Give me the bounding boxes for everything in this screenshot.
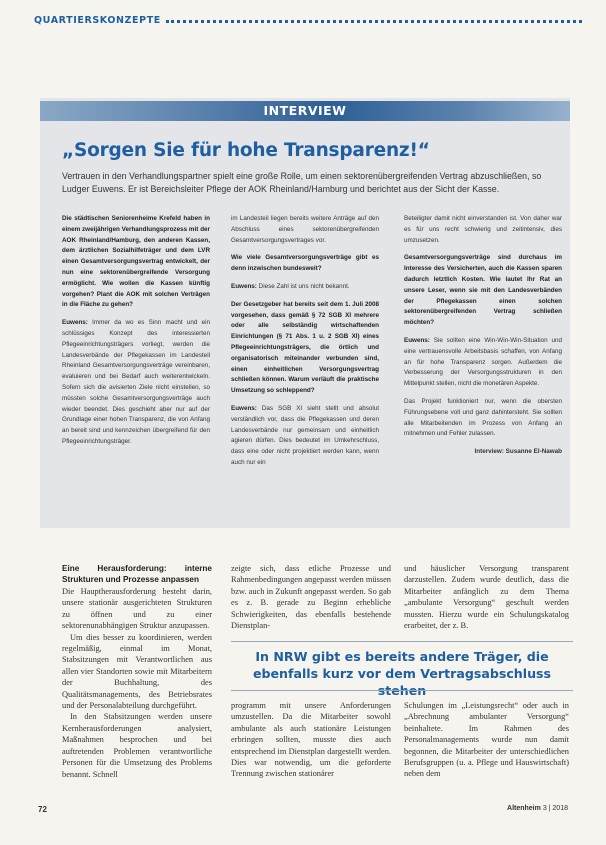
interview-banner-label: INTERVIEW — [263, 103, 347, 118]
article-paragraph: Schulungen im „Leistungsrecht“ oder auch in „Abrechnung ambulanter Versorgung“ beinhaltete. Im Rahmen des Personalmanagements wurde nun damit begonnen, die Mitarbeiter der unterschiedlichen Berufsgruppen (u. a. Pflege und Hauswirtschaft) neben dem — [404, 701, 569, 779]
pull-quote-rule-bottom — [231, 690, 573, 691]
article-subheading: Eine Herausforderung: interne Strukturen und Prozesse anpassen — [62, 564, 212, 584]
article-paragraph: Die Hauptherausforderung besteht darin, unsere stationär ausgerichteten Strukturen zu öffnen und zu einer sektorenunabhängigen Struktur anzupassen. — [62, 587, 212, 631]
article-column-3-top — [404, 563, 569, 631]
article-paragraph: Um dies besser zu koordinieren, werden regelmäßig, einmal im Monat, Stabsitzungen mit Verantwortlichen aus allen vier Standorten sowie mit Mitarbeitern der Buchhaltung, des Qualitätsmanagements, des Betriebsrates und der Personalabteilung durchgeführt. — [62, 632, 212, 711]
article-paragraph: In den Stabsitzungen werden unsere Kernherausforderungen analysiert, Maßnahmen besprochen und bei auftretenden Problemen verantwortliche Personen für die Umsetzung des Problems benannt. Schnell — [62, 712, 212, 779]
article-column-2-top — [231, 563, 391, 631]
pull-quote-rule-top — [231, 641, 573, 642]
interview-answer: im Landesteil liegen bereits weitere Anträge auf den Abschluss eines sektorenübergreifenden Gesamtversorgungsvertrages vor. — [231, 215, 379, 244]
interview-answer: Euwens: Diese Zahl ist uns nicht bekannt. — [231, 282, 350, 290]
magazine-issue: 3 | 2018 — [542, 805, 568, 812]
section-header — [34, 13, 582, 27]
interview-question: Wie viele Gesamtversorgungsverträge gibt es denn inzwischen bundesweit? — [231, 254, 379, 273]
pull-quote: In NRW gibt es bereits andere Träger, die ebenfalls kurz vor dem Vertragsabschluss stehen — [252, 649, 552, 698]
article-column-3-bottom — [404, 700, 569, 780]
interview-answer: Das Projekt funktioniert nur, wenn die obersten Führungsebene voll und ganz dahintersteht. Sie sollten alle Mitarbeitenden im Prozess von Anfang an mitnehmen und Fehler zulassen. — [404, 397, 562, 438]
article-paragraph: zeigte sich, dass etliche Prozesse und Rahmenbedingungen angepasst werden müssen bzw. auch in Zukunft angepasst werden. So gab es z. B. gerade zu Beginn erhebliche Schwierigkeiten, das ebenfalls bestehende Dienstplan- — [231, 564, 391, 631]
interview-signature: Interview: Susanne El-Nawab — [474, 448, 562, 456]
interview-banner — [40, 101, 570, 121]
magazine-footer — [507, 805, 568, 812]
interview-answer: Beteiligter damit nicht einverstanden ist. Von daher war es für uns recht schwierig und zeitintensiv, dies umzusetzen. — [404, 215, 562, 244]
interview-column-3 — [404, 214, 562, 465]
interview-intro: Vertrauen in den Verhandlungspartner spielt eine große Rolle, um einen sektorenübergreifenden Vertrag abzuschließen, so Ludger Euwens. Er ist Bereichsleiter Pflege der AOK Rheinland/Hamburg und berichtet aus der Sicht der Kasse. — [62, 171, 542, 194]
interview-question: Gesamtversorgungsverträge sind durchaus im Interesse des Versicherten, auch die Kassen sparen dadurch letztlich Kosten. Wie lautet Ihr Rat an unsere Leser, wenn sie mit den Landesverbänden der Pflegekassen einen solchen sektorenübergreifenden Vertrag schließen möchten? — [404, 254, 562, 327]
section-dotted-rule — [166, 20, 582, 23]
interview-column-2 — [231, 214, 379, 476]
magazine-name: Altenheim — [507, 805, 541, 812]
page-number: 72 — [38, 805, 47, 814]
interview-answer: Euwens: Das SGB XI sieht stellt und absolut verständlich vor, dass die Pflegekassen und deren Landesverbände nur gemeinsam und einheitlich agieren dürfen. Dies bedeutet im Umkehrschluss, dass eine oder nicht projektiert werden kann, wenn auch nur ein — [231, 404, 379, 466]
article-column-1 — [62, 563, 212, 780]
article-paragraph: und häuslicher Versorgung transparent darzustellen. Zudem wurde deutlich, dass die Mitarbeiter anfänglich zu dem Thema „ambulante Versorgung“ geschult werden mussten. Hierzu wurde ein Schulungskatalog erarbeitet, der z. B. — [404, 564, 569, 631]
interview-column-1 — [62, 214, 210, 455]
interview-answer: Euwens: Sie sollten eine Win-Win-Win-Situation und eine vertrauensvolle Arbeitsbasis schaffen, von Anfang an für hohe Transparenz sorgen. Außerdem die Verbesserung der Versorgungsstrukturen in den Mittelpunkt stellen, nicht die monetären Aspekte. — [404, 336, 562, 388]
interview-headline: „Sorgen Sie für hohe Transparenz!“ — [62, 140, 430, 161]
interview-question: Der Gesetzgeber hat bereits seit dem 1. Juli 2008 vorgesehen, dass gemäß § 72 SGB XI mehrere oder alle selbständig wirtschaftenden Einrichtungen (§ 71 Abs. 1 u. 2 SGB XI) eines Pflegeeinrichtungsträgers, die örtlich und organisatorisch miteinander verbunden sind, einen einheitlichen Versorgungsvertrag schließen können. Warum verläuft die praktische Umsetzung so schleppend? — [231, 300, 379, 395]
article-column-2-bottom — [231, 700, 391, 780]
article-paragraph: programm mit unsere Anforderungen umzustellen. Da die Mitarbeiter sowohl ambulante als auch stationäre Leistungen erbringen sollten, musste dies auch entsprechend im Dienstplan dargestellt werden. Dies war notwendig, um die geforderte Trennung zwischen stationärer — [231, 701, 391, 779]
interview-question: Die städtischen Seniorenheime Krefeld haben in einem zweijährigen Verhandlungsprozess mit der AOK Rheinland/Hamburg, den anderen Kassen, dem ärztlichen Sozialhilfeträger und dem LVR einen Gesamtversorgungsvertrag entwickelt, der nun eine sektorenübergreifende Versorgung ermöglicht. Wie wollen die Kassen künftig vorgehen? Plant die AOK mit solchen Verträgen in die Fläche zu gehen? — [62, 215, 210, 309]
interview-answer: Euwens: Immer da wo es Sinn macht und ein schlüssiges Konzept des interessierten Pflegeeinrichtungsträgers vorliegt, werden die Landesverbände der Pflegekassen im Landesteil Rheinland Gesamtversorgungsverträge vereinbaren, evaluieren und bei Bedarf auch weiterentwickeln. Sofern sich die avisierten Ziele nicht einstellen, so müssten solche Gesamtversorgungsverträge auch wieder beendet. Dies geschieht aber nur auf der Grundlage einer hohen Transparenz, die von Anfang an bereit sind und kennzeichen übergreifend für den Pflegeeinrichtungsträger. — [62, 319, 211, 445]
section-label: QUARTIERSKONZEPTE — [34, 14, 161, 26]
